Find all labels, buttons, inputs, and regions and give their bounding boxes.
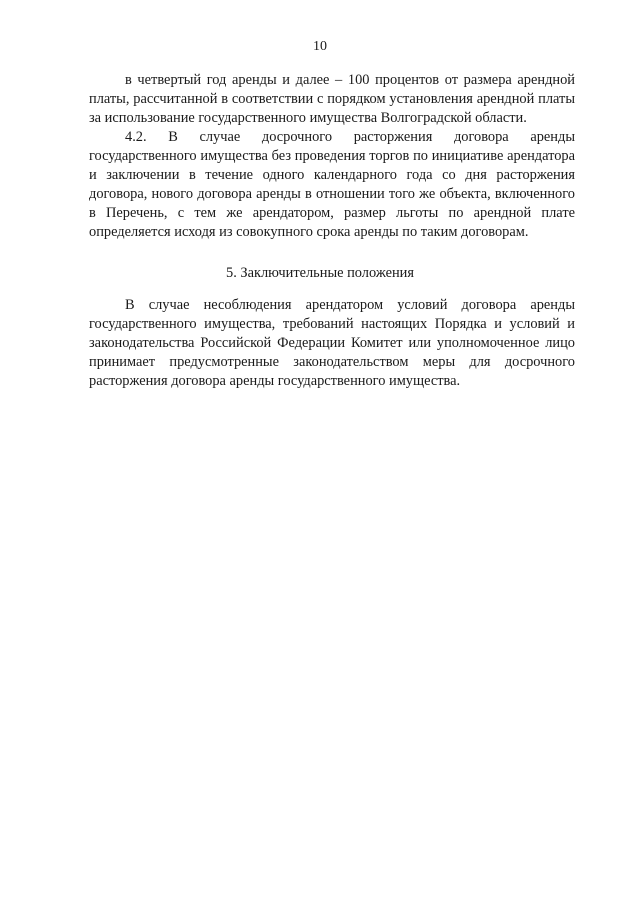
text-block-bottom: [89, 296, 575, 391]
paragraph-rent-fourth-year: в четвертый год аренды и далее – 100 процентов от размера арендной платы, рассчитанной в соответствии с порядком установления арендной платы за использование государственного имущества Волгоградской области.: [89, 72, 575, 126]
page-number: 10: [313, 39, 327, 54]
text-block-top: [89, 71, 575, 242]
section-heading-final-provisions: 5. Заключительные положения: [226, 265, 414, 281]
paragraph-4-2-early-termination: 4.2. В случае досрочного расторжения договора аренды государственного имущества без проведения торгов по инициативе арендатора и заключении в течение одного календарного года со дня расторжения договора, нового договора аренды в отношении того же объекта, включенного в Перечень, с тем же арендатором, размер льготы по арендной плате определяется исходя из совокупного срока аренды по таким договорам.: [89, 129, 575, 240]
paragraph-non-compliance: В случае несоблюдения арендатором условий договора аренды государственного имущества, требований настоящих Порядка и условий и законодательства Российской Федерации Комитет или уполномоченное лицо принимает предусмотренные законодательством меры для досрочного расторжения договора аренды государственного имущества.: [89, 297, 575, 389]
